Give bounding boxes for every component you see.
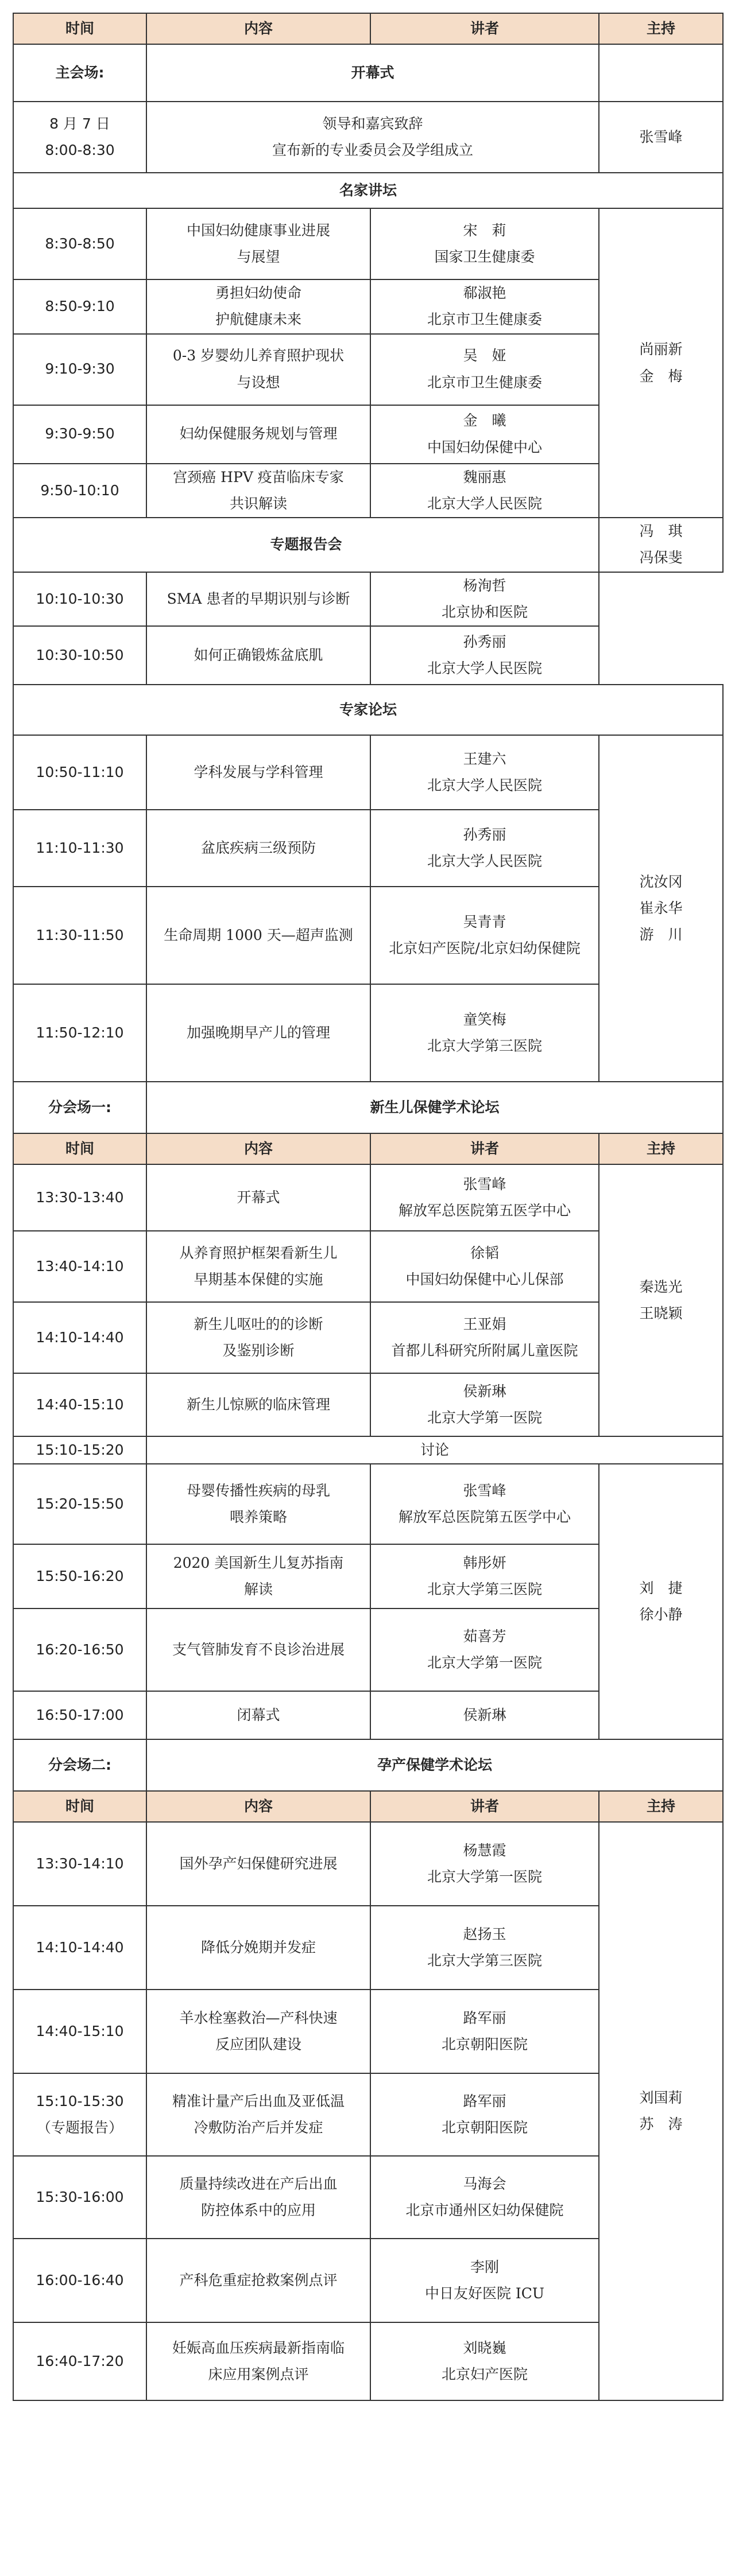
session-speaker: [370, 1906, 599, 1990]
session-time: [13, 1464, 146, 1544]
session-speaker: [370, 984, 599, 1082]
speaker-name: 宋 莉: [463, 222, 506, 239]
session-topic: [146, 1990, 370, 2073]
section-title-special: 专题报告会: [13, 518, 599, 572]
topic-line-2: 与展望: [237, 248, 280, 265]
speaker-name: 杨洵哲: [463, 577, 506, 594]
session-speaker: [370, 279, 599, 334]
time-text: 9:30-9:50: [45, 425, 115, 442]
session-topic: [146, 1231, 370, 1302]
session-topic: [146, 1906, 370, 1990]
topic-line-1: 宫颈癌 HPV 疫苗临床专家: [173, 468, 344, 485]
topic-line-2: 共识解读: [229, 495, 287, 512]
topic-line-1: 产科危重症抢救案例点评: [179, 2272, 338, 2289]
schedule-row: [13, 208, 723, 279]
schedule-row: [13, 1164, 723, 1231]
sub2-header-time: 时间: [13, 1791, 146, 1822]
session-speaker: [370, 887, 599, 984]
time-text: 9:50-10:10: [40, 481, 119, 499]
speaker-name: 王建六: [463, 750, 506, 767]
session-speaker: [370, 810, 599, 887]
session-speaker: [370, 1990, 599, 2073]
main-venue-row: [13, 44, 723, 102]
session-topic: [146, 626, 370, 685]
opening-datetime: [13, 102, 146, 173]
session-speaker: [370, 1373, 599, 1436]
sub1-header-content: 内容: [146, 1133, 370, 1164]
speaker-org: 北京大学人民医院: [427, 853, 542, 869]
session-time: [13, 405, 146, 464]
section-row-expert: [13, 685, 723, 735]
session-topic: [146, 572, 370, 627]
speaker-name: 杨慧霞: [463, 1842, 506, 1859]
topic-line-1: 生命周期 1000 天—超声监测: [164, 926, 353, 943]
session-time: [13, 2239, 146, 2322]
speaker-org: 中国妇幼保健中心儿保部: [405, 1271, 564, 1288]
sub2-title-row: [13, 1739, 723, 1791]
special-host-2: 冯保斐: [639, 549, 683, 566]
session-time: [13, 208, 146, 279]
speaker-org: 北京大学第一医院: [427, 1654, 542, 1672]
topic-line-2: 冷敷防治产后并发症: [194, 2119, 323, 2136]
session-time: [13, 1544, 146, 1608]
topic-line-1: 0-3 岁婴幼儿养育照护现状: [172, 347, 345, 364]
speaker-name: 孙秀丽: [463, 633, 506, 650]
speaker-org: 北京大学第三医院: [427, 1952, 542, 1969]
time-text: 10:10-10:30: [36, 590, 124, 607]
speaker-name: 李刚: [470, 2259, 499, 2275]
sub2-header-row: [13, 1791, 723, 1822]
session-time: [13, 1990, 146, 2073]
session-topic: [146, 405, 370, 464]
session-speaker: [370, 464, 599, 518]
sub1-header-speaker: 讲者: [370, 1133, 599, 1164]
section-title-expert: 专家论坛: [13, 685, 723, 735]
speaker-org: 北京大学第三医院: [427, 1581, 542, 1598]
time-text: 15:50-16:20: [36, 1568, 124, 1585]
topic-line-1: 羊水栓塞救治—产科快速: [179, 2010, 338, 2026]
session-topic: [146, 984, 370, 1082]
topic-line-1: 学科发展与学科管理: [194, 763, 323, 780]
time-text: 14:40-15:10: [36, 2023, 124, 2040]
expert-host-3: 游 川: [639, 926, 683, 943]
session-topic: [146, 1608, 370, 1691]
speaker-org: 解放军总医院第五医学中心: [398, 1202, 571, 1219]
speaker-name: 孙秀丽: [463, 826, 506, 843]
sub2-host-2: 苏 涛: [639, 2116, 683, 2133]
keynote-host-1: 尚丽新: [639, 341, 683, 358]
speaker-org: 北京市通州区妇幼保健院: [405, 2202, 564, 2219]
session-speaker: [370, 1164, 599, 1231]
topic-line-1: 精准计量产后出血及亚低温: [172, 2093, 345, 2109]
speaker-name: 王亚娟: [463, 1315, 506, 1332]
speaker-name: 张雪峰: [463, 1175, 506, 1192]
session-speaker: [370, 572, 599, 627]
speaker-name: 金 曦: [463, 412, 506, 429]
opening-date: 8 月 7 日: [49, 115, 110, 132]
expert-rows: [13, 735, 723, 1082]
time-text: 8:50-9:10: [45, 298, 115, 315]
session-time: [13, 1691, 146, 1739]
topic-line-1: 勇担妇幼使命: [215, 285, 301, 301]
speaker-name: 徐韬: [470, 1244, 499, 1261]
session-time: [13, 735, 146, 810]
session-time: [13, 810, 146, 887]
keynote-host-2: 金 梅: [639, 367, 683, 384]
topic-line-1: 妊娠高血压疾病最新指南临: [172, 2340, 345, 2356]
topic-line-1: 母婴传播性疾病的母乳: [186, 1482, 330, 1499]
session-topic: [146, 2073, 370, 2156]
special-host: [599, 518, 723, 572]
session-topic: [146, 279, 370, 334]
sub1-host-a: [599, 1164, 723, 1436]
header-content: 内容: [146, 13, 370, 44]
session-speaker: [370, 1544, 599, 1608]
sub2-host: [599, 1822, 723, 2400]
time-text: 10:30-10:50: [36, 646, 124, 663]
header-speaker: 讲者: [370, 13, 599, 44]
speaker-org: 解放军总医院第五医学中心: [398, 1509, 571, 1526]
speaker-name: 刘晓巍: [463, 2340, 506, 2356]
time-text: 16:20-16:50: [36, 1641, 124, 1658]
topic-line-1: 加强晚期早产儿的管理: [186, 1024, 330, 1041]
session-topic: [146, 464, 370, 518]
schedule-row: [13, 1464, 723, 1544]
speaker-org: 中国妇幼保健中心: [427, 438, 542, 456]
expert-host-2: 崔永华: [639, 899, 683, 916]
opening-title: 开幕式: [146, 44, 599, 102]
time-text: 15:10-15:30: [36, 2093, 124, 2109]
topic-line-1: 新生儿呕吐的的诊断: [194, 1315, 323, 1332]
topic-line-1: 降低分娩期并发症: [200, 1939, 316, 1956]
speaker-name: 马海会: [463, 2175, 506, 2192]
sub1-header-row: [13, 1133, 723, 1164]
session-speaker: [370, 1302, 599, 1373]
session-time: [13, 626, 146, 685]
session-speaker: [370, 735, 599, 810]
speaker-org: 中日友好医院 ICU: [424, 2285, 545, 2302]
sub2-header-host: 主持: [599, 1791, 723, 1822]
discussion-row: [13, 1436, 723, 1464]
schedule-row: [13, 572, 723, 627]
speaker-org: 北京协和医院: [441, 603, 528, 620]
speaker-name: 郗淑艳: [463, 285, 506, 301]
topic-line-1: 如何正确锻炼盆底肌: [194, 646, 323, 663]
time-text: 11:50-12:10: [36, 1024, 124, 1041]
speaker-name: 韩彤妍: [463, 1555, 506, 1571]
sub1-host-b-1: 刘 捷: [639, 1580, 683, 1596]
session-topic: [146, 1373, 370, 1436]
topic-line-1: 中国妇幼健康事业进展: [186, 222, 330, 239]
schedule-row: [13, 626, 723, 685]
topic-line-2: 反应团队建设: [215, 2036, 301, 2053]
topic-line-1: 质量持续改进在产后出血: [179, 2175, 338, 2192]
time-text: 14:40-15:10: [36, 1396, 124, 1413]
keynote-rows: [13, 208, 723, 518]
opening-content: [146, 102, 599, 173]
session-time: [13, 464, 146, 518]
session-speaker: [370, 405, 599, 464]
session-topic: [146, 1302, 370, 1373]
speaker-name: 赵扬玉: [463, 1926, 506, 1942]
sub1-host-a-1: 秦选光: [639, 1278, 683, 1295]
speaker-name: 吴 娅: [463, 347, 506, 364]
session-speaker: [370, 2322, 599, 2400]
session-topic: [146, 1691, 370, 1739]
topic-line-1: 支气管肺发育不良诊治进展: [172, 1641, 345, 1658]
time-text: 10:50-11:10: [36, 763, 124, 780]
conference-schedule-table: [13, 13, 724, 2401]
time-note: （专题报告）: [36, 2119, 123, 2136]
sub2-title: 孕产保健学术论坛: [146, 1739, 723, 1791]
opening-ceremony-row: [13, 102, 723, 173]
time-text: 11:10-11:30: [36, 839, 124, 856]
session-time: [13, 1822, 146, 1906]
session-time: [13, 984, 146, 1082]
session-topic: [146, 2156, 370, 2239]
time-text: 8:30-8:50: [45, 235, 115, 252]
time-text: 13:30-14:10: [36, 1855, 124, 1872]
session-speaker: [370, 208, 599, 279]
time-text: 13:30-13:40: [36, 1188, 124, 1206]
speaker-org: 国家卫生健康委: [434, 248, 535, 265]
session-time: [13, 1231, 146, 1302]
sub1-title: 新生儿保健学术论坛: [146, 1082, 723, 1133]
sub1-host-a-2: 王晓颖: [639, 1305, 683, 1322]
topic-line-1: 2020 美国新生儿复苏指南: [173, 1555, 344, 1571]
special-host-1: 冯 琪: [639, 523, 683, 539]
speaker-org: 北京市卫生健康委: [427, 374, 542, 391]
header-time: 时间: [13, 13, 146, 44]
discussion-label: 讨论: [146, 1436, 723, 1464]
session-speaker: [370, 1464, 599, 1544]
sub2-label: 分会场二:: [13, 1739, 146, 1791]
topic-line-1: SMA 患者的早期识别与诊断: [167, 590, 350, 607]
speaker-org: 北京大学人民医院: [427, 660, 542, 677]
speaker-name: 路军丽: [463, 2010, 506, 2026]
session-speaker: [370, 334, 599, 405]
time-text: 16:40-17:20: [36, 2353, 124, 2370]
speaker-org: 北京大学人民医院: [427, 495, 542, 512]
topic-line-1: 妇幼保健服务规划与管理: [179, 425, 338, 442]
topic-line-2: 喂养策略: [229, 1509, 287, 1526]
section-title-keynote: 名家讲坛: [13, 173, 723, 208]
speaker-org: 北京朝阳医院: [441, 2036, 528, 2053]
session-topic: [146, 1544, 370, 1608]
time-text: 16:50-17:00: [36, 1707, 124, 1724]
opening-host: 张雪峰: [599, 102, 723, 173]
session-time: [13, 279, 146, 334]
sub1-header-host: 主持: [599, 1133, 723, 1164]
session-time: [13, 1906, 146, 1990]
session-topic: [146, 810, 370, 887]
session-time: [13, 1608, 146, 1691]
speaker-org: 北京朝阳医院: [441, 2119, 528, 2136]
session-time: [13, 2322, 146, 2400]
speaker-name: 侯新琳: [463, 1707, 506, 1724]
topic-line-1: 盆底疾病三级预防: [200, 839, 316, 856]
time-text: 13:40-14:10: [36, 1257, 124, 1275]
time-text: 16:00-16:40: [36, 2272, 124, 2289]
session-topic: [146, 1164, 370, 1231]
keynote-host: [599, 208, 723, 518]
speaker-org: 首都儿科研究所附属儿童医院: [391, 1342, 578, 1359]
session-speaker: [370, 2156, 599, 2239]
speaker-org: 北京大学第三医院: [427, 1038, 542, 1054]
session-topic: [146, 735, 370, 810]
sub1-host-b-2: 徐小静: [639, 1606, 683, 1623]
sub2-header-content: 内容: [146, 1791, 370, 1822]
session-time: [13, 572, 146, 627]
sub1-header-time: 时间: [13, 1133, 146, 1164]
session-topic: [146, 208, 370, 279]
session-time: [13, 887, 146, 984]
session-speaker: [370, 1822, 599, 1906]
session-time: [13, 334, 146, 405]
session-speaker: [370, 1608, 599, 1691]
time-text: 15:20-15:50: [36, 1495, 124, 1513]
speaker-name: 侯新琳: [463, 1382, 506, 1400]
session-topic: [146, 334, 370, 405]
expert-host-1: 沈汝冈: [639, 873, 683, 890]
session-speaker: [370, 2073, 599, 2156]
session-speaker: [370, 1691, 599, 1739]
host-cell-empty: [599, 44, 723, 102]
sub2-rows: [13, 1822, 723, 2400]
session-time: [13, 2156, 146, 2239]
opening-line-1: 领导和嘉宾致辞: [322, 115, 423, 132]
session-time: [13, 1302, 146, 1373]
topic-line-2: 及鉴别诊断: [222, 1342, 295, 1359]
sub1-rows-a: [13, 1164, 723, 1436]
topic-line-2: 护航健康未来: [215, 311, 301, 328]
speaker-org: 北京市卫生健康委: [427, 311, 542, 328]
speaker-name: 张雪峰: [463, 1482, 506, 1499]
expert-host: [599, 735, 723, 1082]
main-venue-label: 主会场:: [13, 44, 146, 102]
special-rows: [13, 572, 723, 685]
speaker-name: 魏丽惠: [463, 468, 506, 485]
topic-line-2: 床应用案例点评: [208, 2366, 309, 2383]
speaker-name: 茹喜芳: [463, 1628, 506, 1645]
speaker-name: 吴青青: [463, 913, 506, 930]
table-header-row: [13, 13, 723, 44]
discussion-time: 15:10-15:20: [13, 1436, 146, 1464]
opening-line-2: 宣布新的专业委员会及学组成立: [272, 142, 473, 158]
schedule-row: [13, 1822, 723, 1906]
opening-time: 8:00-8:30: [45, 142, 115, 158]
topic-line-1: 开幕式: [237, 1188, 280, 1206]
time-text: 9:10-9:30: [45, 360, 115, 378]
header-host: 主持: [599, 13, 723, 44]
schedule-row: [13, 735, 723, 810]
session-time: [13, 1373, 146, 1436]
sub1-title-row: [13, 1082, 723, 1133]
session-topic: [146, 1464, 370, 1544]
topic-line-1: 新生儿惊厥的临床管理: [186, 1396, 330, 1413]
session-topic: [146, 887, 370, 984]
speaker-org: 北京大学第一医院: [427, 1409, 542, 1426]
sub1-host-b: [599, 1464, 723, 1739]
topic-line-1: 闭幕式: [237, 1707, 280, 1724]
speaker-org: 北京大学第一医院: [427, 1868, 542, 1886]
section-row-keynote: [13, 173, 723, 208]
time-text: 14:10-14:40: [36, 1328, 124, 1346]
topic-line-1: 国外孕产妇保健研究进展: [179, 1855, 338, 1872]
session-time: [13, 2073, 146, 2156]
speaker-org: 北京大学人民医院: [427, 777, 542, 794]
session-topic: [146, 2239, 370, 2322]
time-text: 15:30-16:00: [36, 2189, 124, 2206]
session-topic: [146, 2322, 370, 2400]
session-speaker: [370, 1231, 599, 1302]
sub1-label: 分会场一:: [13, 1082, 146, 1133]
speaker-org: 北京妇产医院/北京妇幼保健院: [389, 940, 581, 957]
sub2-host-1: 刘国莉: [639, 2089, 683, 2106]
session-speaker: [370, 626, 599, 685]
speaker-name: 童笑梅: [463, 1011, 506, 1028]
session-time: [13, 1164, 146, 1231]
speaker-name: 路军丽: [463, 2093, 506, 2109]
topic-line-2: 早期基本保健的实施: [194, 1271, 323, 1288]
time-text: 14:10-14:40: [36, 1939, 124, 1956]
session-topic: [146, 1822, 370, 1906]
section-row-special: [13, 518, 723, 572]
time-text: 11:30-11:50: [36, 926, 124, 943]
topic-line-2: 与设想: [237, 374, 280, 391]
speaker-org: 北京妇产医院: [441, 2366, 528, 2383]
session-speaker: [370, 2239, 599, 2322]
topic-line-1: 从养育照护框架看新生儿: [179, 1244, 338, 1261]
sub2-header-speaker: 讲者: [370, 1791, 599, 1822]
topic-line-2: 解读: [243, 1581, 273, 1598]
topic-line-2: 防控体系中的应用: [200, 2202, 316, 2219]
sub1-rows-b: [13, 1464, 723, 1739]
